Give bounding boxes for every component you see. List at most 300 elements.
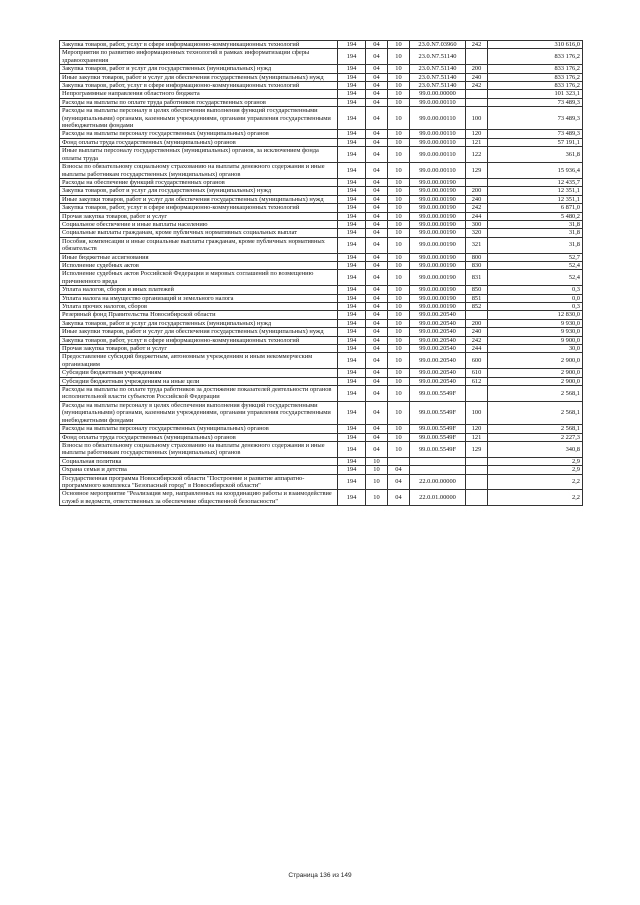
row-name-cell: Социальные выплаты гражданам, кроме публичных нормативных социальных выплат	[60, 229, 338, 237]
table-row	[60, 229, 583, 237]
row-grbs-cell: 194	[338, 65, 366, 73]
row-expense-type-cell: 852	[466, 303, 488, 311]
row-amount-cell: 31,8	[488, 229, 583, 237]
row-expense-type-cell: 242	[466, 336, 488, 344]
row-target-article-cell: 99.0.00.00110	[410, 107, 466, 130]
row-subsection-cell: 04	[388, 490, 410, 506]
row-name-cell: Исполнение судебных актов Российской Федерации и мировых соглашений по возмещению причиненного вреда	[60, 270, 338, 286]
row-amount-cell: 9 900,0	[488, 336, 583, 344]
row-expense-type-cell	[466, 490, 488, 506]
row-amount-cell: 0,3	[488, 303, 583, 311]
row-section-cell: 04	[366, 163, 388, 179]
row-amount-cell: 101 323,1	[488, 90, 583, 98]
row-grbs-cell: 194	[338, 82, 366, 90]
row-expense-type-cell: 240	[466, 73, 488, 81]
row-grbs-cell: 194	[338, 425, 366, 433]
row-target-article-cell: 99.0.00.5549F	[410, 386, 466, 402]
row-section-cell: 04	[366, 82, 388, 90]
table-row	[60, 377, 583, 385]
row-name-cell: Расходы на выплаты персоналу государственных (муниципальных) органов	[60, 425, 338, 433]
row-name-cell: Уплата налогов, сборов и иных платежей	[60, 286, 338, 294]
page-number-label: Страница 136 из 149	[288, 872, 352, 879]
table-row	[60, 261, 583, 269]
row-grbs-cell: 194	[338, 369, 366, 377]
row-subsection-cell: 10	[388, 261, 410, 269]
row-subsection-cell: 10	[388, 386, 410, 402]
row-subsection-cell: 10	[388, 229, 410, 237]
table-row	[60, 311, 583, 319]
table-row	[60, 65, 583, 73]
row-expense-type-cell	[466, 178, 488, 186]
table-row	[60, 195, 583, 203]
row-name-cell: Иные выплаты персоналу государственных (муниципальных) органов, за исключением фонда оплаты труда	[60, 147, 338, 163]
row-grbs-cell: 194	[338, 90, 366, 98]
row-grbs-cell: 194	[338, 311, 366, 319]
row-name-cell: Закупка товаров, работ и услуг для государственных (муниципальных) нужд	[60, 65, 338, 73]
row-subsection-cell: 10	[388, 433, 410, 441]
table-row	[60, 90, 583, 98]
row-subsection-cell: 10	[388, 319, 410, 327]
row-grbs-cell: 194	[338, 294, 366, 302]
row-subsection-cell: 10	[388, 130, 410, 138]
row-target-article-cell: 99.0.00.5549F	[410, 425, 466, 433]
row-subsection-cell: 10	[388, 187, 410, 195]
row-amount-cell: 0,0	[488, 294, 583, 302]
row-section-cell: 04	[366, 311, 388, 319]
row-grbs-cell: 194	[338, 353, 366, 369]
row-name-cell: Расходы на выплаты по оплате труда работников за достижение показателей деятельности органов исполнительной власти субъектов Российской Федерации	[60, 386, 338, 402]
row-section-cell: 04	[366, 433, 388, 441]
row-expense-type-cell	[466, 49, 488, 65]
row-expense-type-cell: 240	[466, 328, 488, 336]
row-subsection-cell: 10	[388, 98, 410, 106]
row-subsection-cell: 10	[388, 441, 410, 457]
row-grbs-cell: 194	[338, 237, 366, 253]
row-section-cell: 04	[366, 98, 388, 106]
row-amount-cell: 833 176,2	[488, 82, 583, 90]
row-section-cell: 04	[366, 441, 388, 457]
row-expense-type-cell: 121	[466, 138, 488, 146]
row-subsection-cell: 10	[388, 178, 410, 186]
row-expense-type-cell: 300	[466, 220, 488, 228]
row-subsection-cell: 10	[388, 147, 410, 163]
row-amount-cell: 2,9	[488, 457, 583, 465]
row-amount-cell: 2 900,0	[488, 377, 583, 385]
row-section-cell: 04	[366, 286, 388, 294]
table-row	[60, 441, 583, 457]
row-target-article-cell: 99.0.00.00110	[410, 147, 466, 163]
row-grbs-cell: 194	[338, 98, 366, 106]
row-target-article-cell: 99.0.00.00190	[410, 270, 466, 286]
row-name-cell: Взносы по обязательному социальному страхованию на выплаты денежного содержания и иные выплаты работникам государственных (муниципальных) органов	[60, 441, 338, 457]
row-name-cell: Закупка товаров, работ и услуг для государственных (муниципальных) нужд	[60, 319, 338, 327]
row-subsection-cell: 10	[388, 353, 410, 369]
row-target-article-cell: 99.0.00.00190	[410, 212, 466, 220]
row-expense-type-cell: 100	[466, 401, 488, 424]
row-amount-cell: 73 489,3	[488, 130, 583, 138]
row-name-cell: Резервный фонд Правительства Новосибирской области	[60, 311, 338, 319]
row-name-cell: Предоставление субсидий бюджетным, автономным учреждениям и иным некоммерческим организациям	[60, 353, 338, 369]
row-amount-cell: 73 489,3	[488, 107, 583, 130]
row-section-cell: 04	[366, 237, 388, 253]
row-name-cell: Непрограммные направления областного бюджета	[60, 90, 338, 98]
row-name-cell: Фонд оплаты труда государственных (муниципальных) органов	[60, 433, 338, 441]
row-section-cell: 04	[366, 147, 388, 163]
row-name-cell: Расходы на выплаты персоналу в целях обеспечения выполнения функций государственными (муниципальными) органами, казенными учреждениями, органами управления государственными внебюджетными фондами	[60, 107, 338, 130]
row-amount-cell: 361,8	[488, 147, 583, 163]
row-grbs-cell: 194	[338, 138, 366, 146]
row-name-cell: Уплата налога на имущество организаций и земельного налога	[60, 294, 338, 302]
row-amount-cell: 52,7	[488, 253, 583, 261]
row-subsection-cell: 10	[388, 253, 410, 261]
row-name-cell: Исполнение судебных актов	[60, 261, 338, 269]
row-subsection-cell: 10	[388, 220, 410, 228]
row-grbs-cell: 194	[338, 457, 366, 465]
row-target-article-cell: 99.0.00.00190	[410, 294, 466, 302]
row-name-cell: Иные бюджетные ассигнования	[60, 253, 338, 261]
row-name-cell: Закупка товаров, работ, услуг в сфере информационно-коммуникационных технологий	[60, 336, 338, 344]
row-amount-cell: 9 930,0	[488, 319, 583, 327]
row-name-cell: Расходы на выплаты по оплате труда работников государственных органов	[60, 98, 338, 106]
row-section-cell: 04	[366, 270, 388, 286]
row-name-cell: Иные закупки товаров, работ и услуг для обеспечения государственных (муниципальных) нужд	[60, 328, 338, 336]
row-target-article-cell: 22.0.00.00000	[410, 474, 466, 490]
row-grbs-cell: 194	[338, 466, 366, 474]
row-name-cell: Мероприятия по развитию информационных технологий в рамках информатизации сферы здравоохранения	[60, 49, 338, 65]
row-expense-type-cell: 831	[466, 270, 488, 286]
row-name-cell: Расходы на выплаты персоналу в целях обеспечения выполнения функций государственными (муниципальными) органами, казенными учреждениями, органами управления государственными внебюджетными фондами	[60, 401, 338, 424]
row-name-cell: Расходы на выплаты персоналу государственных (муниципальных) органов	[60, 130, 338, 138]
row-subsection-cell: 10	[388, 377, 410, 385]
table-row	[60, 163, 583, 179]
row-target-article-cell: 23.0.N7.51140	[410, 49, 466, 65]
row-expense-type-cell	[466, 90, 488, 98]
row-target-article-cell: 99.0.00.00190	[410, 187, 466, 195]
table-row	[60, 187, 583, 195]
row-expense-type-cell	[466, 457, 488, 465]
table-row	[60, 107, 583, 130]
row-subsection-cell: 04	[388, 466, 410, 474]
row-subsection-cell: 04	[388, 474, 410, 490]
table-row	[60, 328, 583, 336]
row-section-cell: 04	[366, 229, 388, 237]
row-expense-type-cell: 320	[466, 229, 488, 237]
row-grbs-cell: 194	[338, 441, 366, 457]
row-expense-type-cell: 321	[466, 237, 488, 253]
row-target-article-cell	[410, 466, 466, 474]
row-section-cell: 04	[366, 73, 388, 81]
row-grbs-cell: 194	[338, 187, 366, 195]
budget-table	[59, 40, 583, 506]
budget-table-body	[60, 41, 583, 506]
row-target-article-cell: 99.0.00.00190	[410, 261, 466, 269]
row-section-cell: 04	[366, 401, 388, 424]
table-row	[60, 98, 583, 106]
row-expense-type-cell	[466, 311, 488, 319]
row-target-article-cell: 99.0.00.20540	[410, 377, 466, 385]
row-target-article-cell: 99.0.00.00110	[410, 130, 466, 138]
table-row	[60, 490, 583, 506]
row-expense-type-cell: 100	[466, 107, 488, 130]
row-amount-cell: 833 176,2	[488, 49, 583, 65]
table-row	[60, 433, 583, 441]
row-expense-type-cell: 244	[466, 212, 488, 220]
row-amount-cell: 6 871,0	[488, 204, 583, 212]
row-expense-type-cell: 120	[466, 130, 488, 138]
row-section-cell: 04	[366, 303, 388, 311]
row-section-cell: 04	[366, 187, 388, 195]
row-grbs-cell: 194	[338, 41, 366, 49]
row-section-cell: 04	[366, 319, 388, 327]
row-subsection-cell: 10	[388, 90, 410, 98]
table-row	[60, 345, 583, 353]
row-amount-cell: 0,3	[488, 286, 583, 294]
row-target-article-cell: 23.0.N7.51140	[410, 82, 466, 90]
row-section-cell: 04	[366, 294, 388, 302]
row-section-cell: 04	[366, 195, 388, 203]
row-grbs-cell: 194	[338, 319, 366, 327]
row-subsection-cell: 10	[388, 204, 410, 212]
row-target-article-cell: 99.0.00.00110	[410, 98, 466, 106]
table-row	[60, 457, 583, 465]
row-expense-type-cell: 830	[466, 261, 488, 269]
row-section-cell: 04	[366, 204, 388, 212]
row-subsection-cell: 10	[388, 336, 410, 344]
row-section-cell: 04	[366, 336, 388, 344]
row-section-cell: 04	[366, 425, 388, 433]
row-name-cell: Закупка товаров, работ, услуг в сфере информационно-коммуникационных технологий	[60, 41, 338, 49]
row-grbs-cell: 194	[338, 286, 366, 294]
row-section-cell: 04	[366, 328, 388, 336]
table-row	[60, 220, 583, 228]
row-subsection-cell: 10	[388, 41, 410, 49]
row-grbs-cell: 194	[338, 253, 366, 261]
row-subsection-cell: 10	[388, 270, 410, 286]
row-section-cell: 10	[366, 457, 388, 465]
table-row	[60, 212, 583, 220]
row-amount-cell: 2 900,0	[488, 369, 583, 377]
row-amount-cell: 12 830,0	[488, 311, 583, 319]
row-amount-cell: 833 176,2	[488, 73, 583, 81]
row-section-cell: 04	[366, 178, 388, 186]
row-section-cell: 04	[366, 353, 388, 369]
row-subsection-cell: 10	[388, 303, 410, 311]
row-grbs-cell: 194	[338, 433, 366, 441]
row-amount-cell: 12 351,1	[488, 195, 583, 203]
row-subsection-cell: 10	[388, 163, 410, 179]
row-target-article-cell: 99.0.00.5549F	[410, 401, 466, 424]
table-row	[60, 466, 583, 474]
row-expense-type-cell: 610	[466, 369, 488, 377]
row-grbs-cell: 194	[338, 336, 366, 344]
row-subsection-cell: 10	[388, 82, 410, 90]
row-grbs-cell: 194	[338, 107, 366, 130]
row-target-article-cell: 99.0.00.20540	[410, 353, 466, 369]
row-subsection-cell: 10	[388, 237, 410, 253]
row-target-article-cell	[410, 457, 466, 465]
row-amount-cell: 52,4	[488, 270, 583, 286]
row-subsection-cell: 10	[388, 65, 410, 73]
row-expense-type-cell: 200	[466, 65, 488, 73]
row-target-article-cell: 99.0.00.20540	[410, 345, 466, 353]
row-expense-type-cell: 800	[466, 253, 488, 261]
table-row	[60, 474, 583, 490]
table-row	[60, 270, 583, 286]
row-target-article-cell: 99.0.00.20540	[410, 311, 466, 319]
row-grbs-cell: 194	[338, 73, 366, 81]
row-section-cell: 04	[366, 65, 388, 73]
row-amount-cell: 2 568,1	[488, 386, 583, 402]
row-section-cell: 04	[366, 261, 388, 269]
row-expense-type-cell: 612	[466, 377, 488, 385]
row-amount-cell: 12 435,7	[488, 178, 583, 186]
row-amount-cell: 52,4	[488, 261, 583, 269]
row-target-article-cell: 23.0.N7.03960	[410, 41, 466, 49]
row-name-cell: Субсидии бюджетным учреждениям на иные цели	[60, 377, 338, 385]
row-expense-type-cell: 244	[466, 345, 488, 353]
row-name-cell: Основное мероприятие "Реализация мер, направленных на координацию работы и взаимодействие служб и ведомств, ответственных за обеспечение общественной безопасности"	[60, 490, 338, 506]
row-target-article-cell: 99.0.00.00000	[410, 90, 466, 98]
table-row	[60, 178, 583, 186]
row-grbs-cell: 194	[338, 220, 366, 228]
row-section-cell: 04	[366, 377, 388, 385]
row-name-cell: Охрана семьи и детства	[60, 466, 338, 474]
row-subsection-cell: 10	[388, 49, 410, 65]
row-name-cell: Государственная программа Новосибирской области "Построение и развитие аппаратно-программного комплекса "Безопасный город" в Новосибирской области"	[60, 474, 338, 490]
row-name-cell: Социальная политика	[60, 457, 338, 465]
row-section-cell: 04	[366, 90, 388, 98]
row-section-cell: 10	[366, 490, 388, 506]
row-amount-cell: 2,2	[488, 474, 583, 490]
row-section-cell: 10	[366, 474, 388, 490]
table-row	[60, 353, 583, 369]
row-amount-cell: 2,2	[488, 490, 583, 506]
row-expense-type-cell: 240	[466, 195, 488, 203]
row-name-cell: Уплата прочих налогов, сборов	[60, 303, 338, 311]
row-expense-type-cell	[466, 474, 488, 490]
page-footer	[0, 872, 640, 879]
row-grbs-cell: 194	[338, 303, 366, 311]
table-row	[60, 369, 583, 377]
table-row	[60, 130, 583, 138]
row-grbs-cell: 194	[338, 212, 366, 220]
table-row	[60, 49, 583, 65]
row-name-cell: Прочая закупка товаров, работ и услуг	[60, 345, 338, 353]
table-row	[60, 41, 583, 49]
row-amount-cell: 340,8	[488, 441, 583, 457]
row-expense-type-cell: 121	[466, 433, 488, 441]
row-grbs-cell: 194	[338, 49, 366, 65]
row-amount-cell: 833 176,2	[488, 65, 583, 73]
row-grbs-cell: 194	[338, 195, 366, 203]
row-subsection-cell: 10	[388, 328, 410, 336]
row-name-cell: Пособия, компенсации и иные социальные выплаты гражданам, кроме публичных нормативных обязательств	[60, 237, 338, 253]
row-target-article-cell: 99.0.00.00110	[410, 163, 466, 179]
row-section-cell: 04	[366, 130, 388, 138]
table-row	[60, 336, 583, 344]
row-expense-type-cell: 120	[466, 425, 488, 433]
row-grbs-cell: 194	[338, 147, 366, 163]
row-target-article-cell: 99.0.00.00190	[410, 303, 466, 311]
row-amount-cell: 310 616,0	[488, 41, 583, 49]
row-target-article-cell: 23.0.N7.51140	[410, 65, 466, 73]
row-name-cell: Взносы по обязательному социальному страхованию на выплаты денежного содержания и иные выплаты работникам государственных (муниципальных) органов	[60, 163, 338, 179]
row-subsection-cell: 10	[388, 107, 410, 130]
row-grbs-cell: 194	[338, 204, 366, 212]
row-section-cell: 04	[366, 386, 388, 402]
row-target-article-cell: 99.0.00.20540	[410, 369, 466, 377]
row-subsection-cell: 10	[388, 195, 410, 203]
row-subsection-cell: 10	[388, 212, 410, 220]
row-grbs-cell: 194	[338, 178, 366, 186]
row-target-article-cell: 99.0.00.00190	[410, 220, 466, 228]
row-target-article-cell: 99.0.00.00190	[410, 178, 466, 186]
row-subsection-cell: 10	[388, 345, 410, 353]
row-target-article-cell: 99.0.00.20540	[410, 328, 466, 336]
table-row	[60, 319, 583, 327]
row-name-cell: Фонд оплаты труда государственных (муниципальных) органов	[60, 138, 338, 146]
table-row	[60, 401, 583, 424]
row-target-article-cell: 23.0.N7.51140	[410, 73, 466, 81]
row-grbs-cell: 194	[338, 229, 366, 237]
row-expense-type-cell: 242	[466, 204, 488, 212]
row-target-article-cell: 99.0.00.00190	[410, 286, 466, 294]
row-target-article-cell: 99.0.00.20540	[410, 336, 466, 344]
row-amount-cell: 2 568,1	[488, 425, 583, 433]
row-amount-cell: 12 351,1	[488, 187, 583, 195]
row-subsection-cell: 10	[388, 138, 410, 146]
row-grbs-cell: 194	[338, 328, 366, 336]
row-grbs-cell: 194	[338, 345, 366, 353]
row-expense-type-cell: 242	[466, 41, 488, 49]
row-subsection-cell: 10	[388, 286, 410, 294]
row-section-cell: 04	[366, 345, 388, 353]
row-section-cell: 04	[366, 369, 388, 377]
row-subsection-cell: 10	[388, 425, 410, 433]
row-section-cell: 04	[366, 212, 388, 220]
row-expense-type-cell: 122	[466, 147, 488, 163]
row-name-cell: Иные закупки товаров, работ и услуг для обеспечения государственных (муниципальных) нужд	[60, 195, 338, 203]
row-expense-type-cell: 850	[466, 286, 488, 294]
row-target-article-cell: 99.0.00.20540	[410, 319, 466, 327]
row-target-article-cell: 22.0.01.00000	[410, 490, 466, 506]
row-section-cell: 04	[366, 41, 388, 49]
row-expense-type-cell	[466, 386, 488, 402]
row-target-article-cell: 99.0.00.5549F	[410, 441, 466, 457]
row-target-article-cell: 99.0.00.00190	[410, 237, 466, 253]
row-subsection-cell: 10	[388, 73, 410, 81]
row-amount-cell: 57 191,1	[488, 138, 583, 146]
row-amount-cell: 31,8	[488, 237, 583, 253]
row-section-cell: 04	[366, 138, 388, 146]
row-target-article-cell: 99.0.00.00190	[410, 253, 466, 261]
budget-table-container	[59, 40, 582, 506]
row-expense-type-cell: 200	[466, 187, 488, 195]
table-row	[60, 253, 583, 261]
row-expense-type-cell	[466, 466, 488, 474]
row-name-cell: Расходы на обеспечение функций государственных органов	[60, 178, 338, 186]
table-row	[60, 286, 583, 294]
row-section-cell: 04	[366, 107, 388, 130]
row-grbs-cell: 194	[338, 130, 366, 138]
row-name-cell: Субсидии бюджетным учреждениям	[60, 369, 338, 377]
table-row	[60, 138, 583, 146]
row-grbs-cell: 194	[338, 163, 366, 179]
row-name-cell: Закупка товаров, работ, услуг в сфере информационно-коммуникационных технологий	[60, 204, 338, 212]
row-expense-type-cell: 129	[466, 163, 488, 179]
row-grbs-cell: 194	[338, 261, 366, 269]
row-amount-cell: 2 227,3	[488, 433, 583, 441]
